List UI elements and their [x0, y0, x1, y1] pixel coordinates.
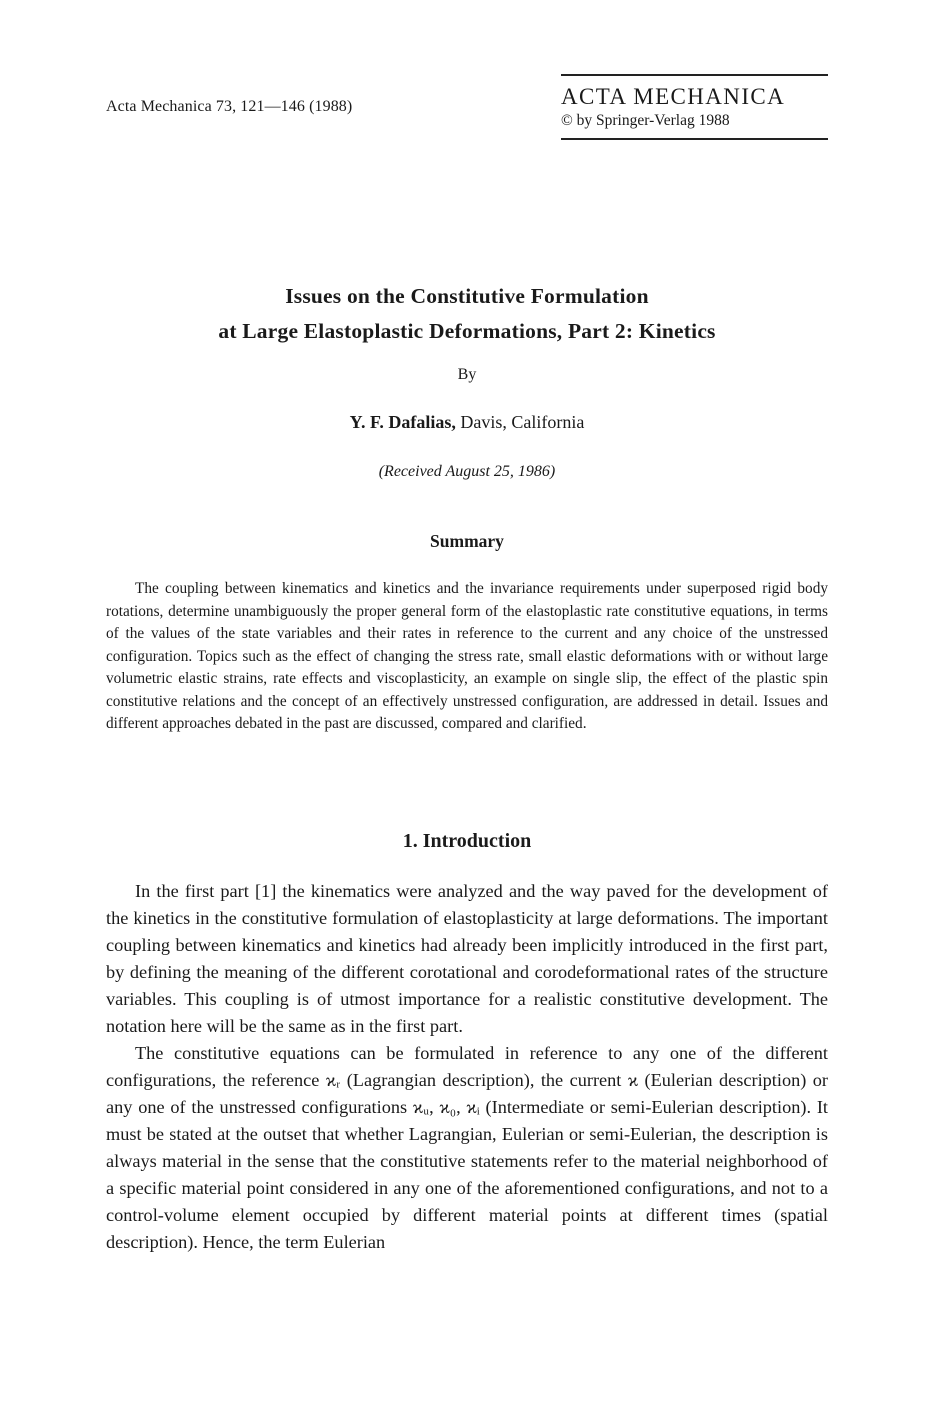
journal-name: ACTA MECHANICA — [561, 84, 786, 109]
citation: Acta Mechanica 73, 121—146 (1988) — [106, 98, 353, 115]
by-line: By — [457, 366, 477, 383]
author-affiliation: Davis, California — [460, 412, 585, 432]
summary-heading: Summary — [430, 531, 504, 551]
title-line-2: at Large Elastoplastic Deformations, Part 2: Kinetics — [218, 319, 716, 343]
journal-masthead — [561, 74, 828, 140]
author-name: Y. F. Dafalias, — [349, 412, 456, 432]
title-line-1: Issues on the Constitutive Formulation — [285, 284, 649, 308]
summary-text: The coupling between kinematics and kinetics and the invariance requirements under superposed rigid body rotations, determine unambiguously the proper general form of the elastoplastic rate constitutive equations, in terms of the values of the state variables and their rates in reference to the current and any choice of the unstressed configuration. Topics such as the effect of changing the stress rate, small elastic deformations with or without large volumetric elastic strains, rate effects and viscoplasticity, an example on single slip, the effect of the plastic spin constitutive relations and the concept of an effectively unstressed configuration, are addressed in detail. Issues and different approaches debated in the past are discussed, compared and clarified. — [106, 580, 828, 732]
author-line — [106, 412, 828, 433]
section-heading-introduction: 1. Introduction — [402, 830, 532, 852]
introduction-body — [106, 878, 828, 1256]
introduction-paragraph-2: The constitutive equations can be formulated in reference to any one of the different configurations, the reference ϰᵣ (Lagrangian description), the current ϰ (Eulerian description) or any one of the unstressed configurations ϰᵤ, ϰ₀, ϰᵢ (Intermediate or semi-Eulerian description). It must be stated at the outset that whether Lagrangian, Eulerian or semi-Eulerian, the description is always material in the sense that the constitutive statements refer to the material neighborhood of a specific material point considered in any one of the aforementioned configurations, and not to a control-volume element occupied by different material points at different times (spatial description). Hence, the term Eulerian — [106, 1043, 828, 1252]
article-title — [106, 279, 828, 349]
received-date: (Received August 25, 1986) — [378, 463, 556, 480]
copyright-line: © by Springer-Verlag 1988 — [561, 112, 730, 129]
introduction-paragraph-1: In the first part [1] the kinematics were analyzed and the way paved for the development of the kinetics in the constitutive formulation of elastoplasticity at large deformations. The important coupling between kinematics and kinetics had already been implicitly introduced in the first part, by defining the meaning of the different corotational and corodeformational rates of the structure variables. This coupling is of utmost importance for a realistic constitutive development. The notation here will be the same as in the first part. — [106, 881, 828, 1036]
